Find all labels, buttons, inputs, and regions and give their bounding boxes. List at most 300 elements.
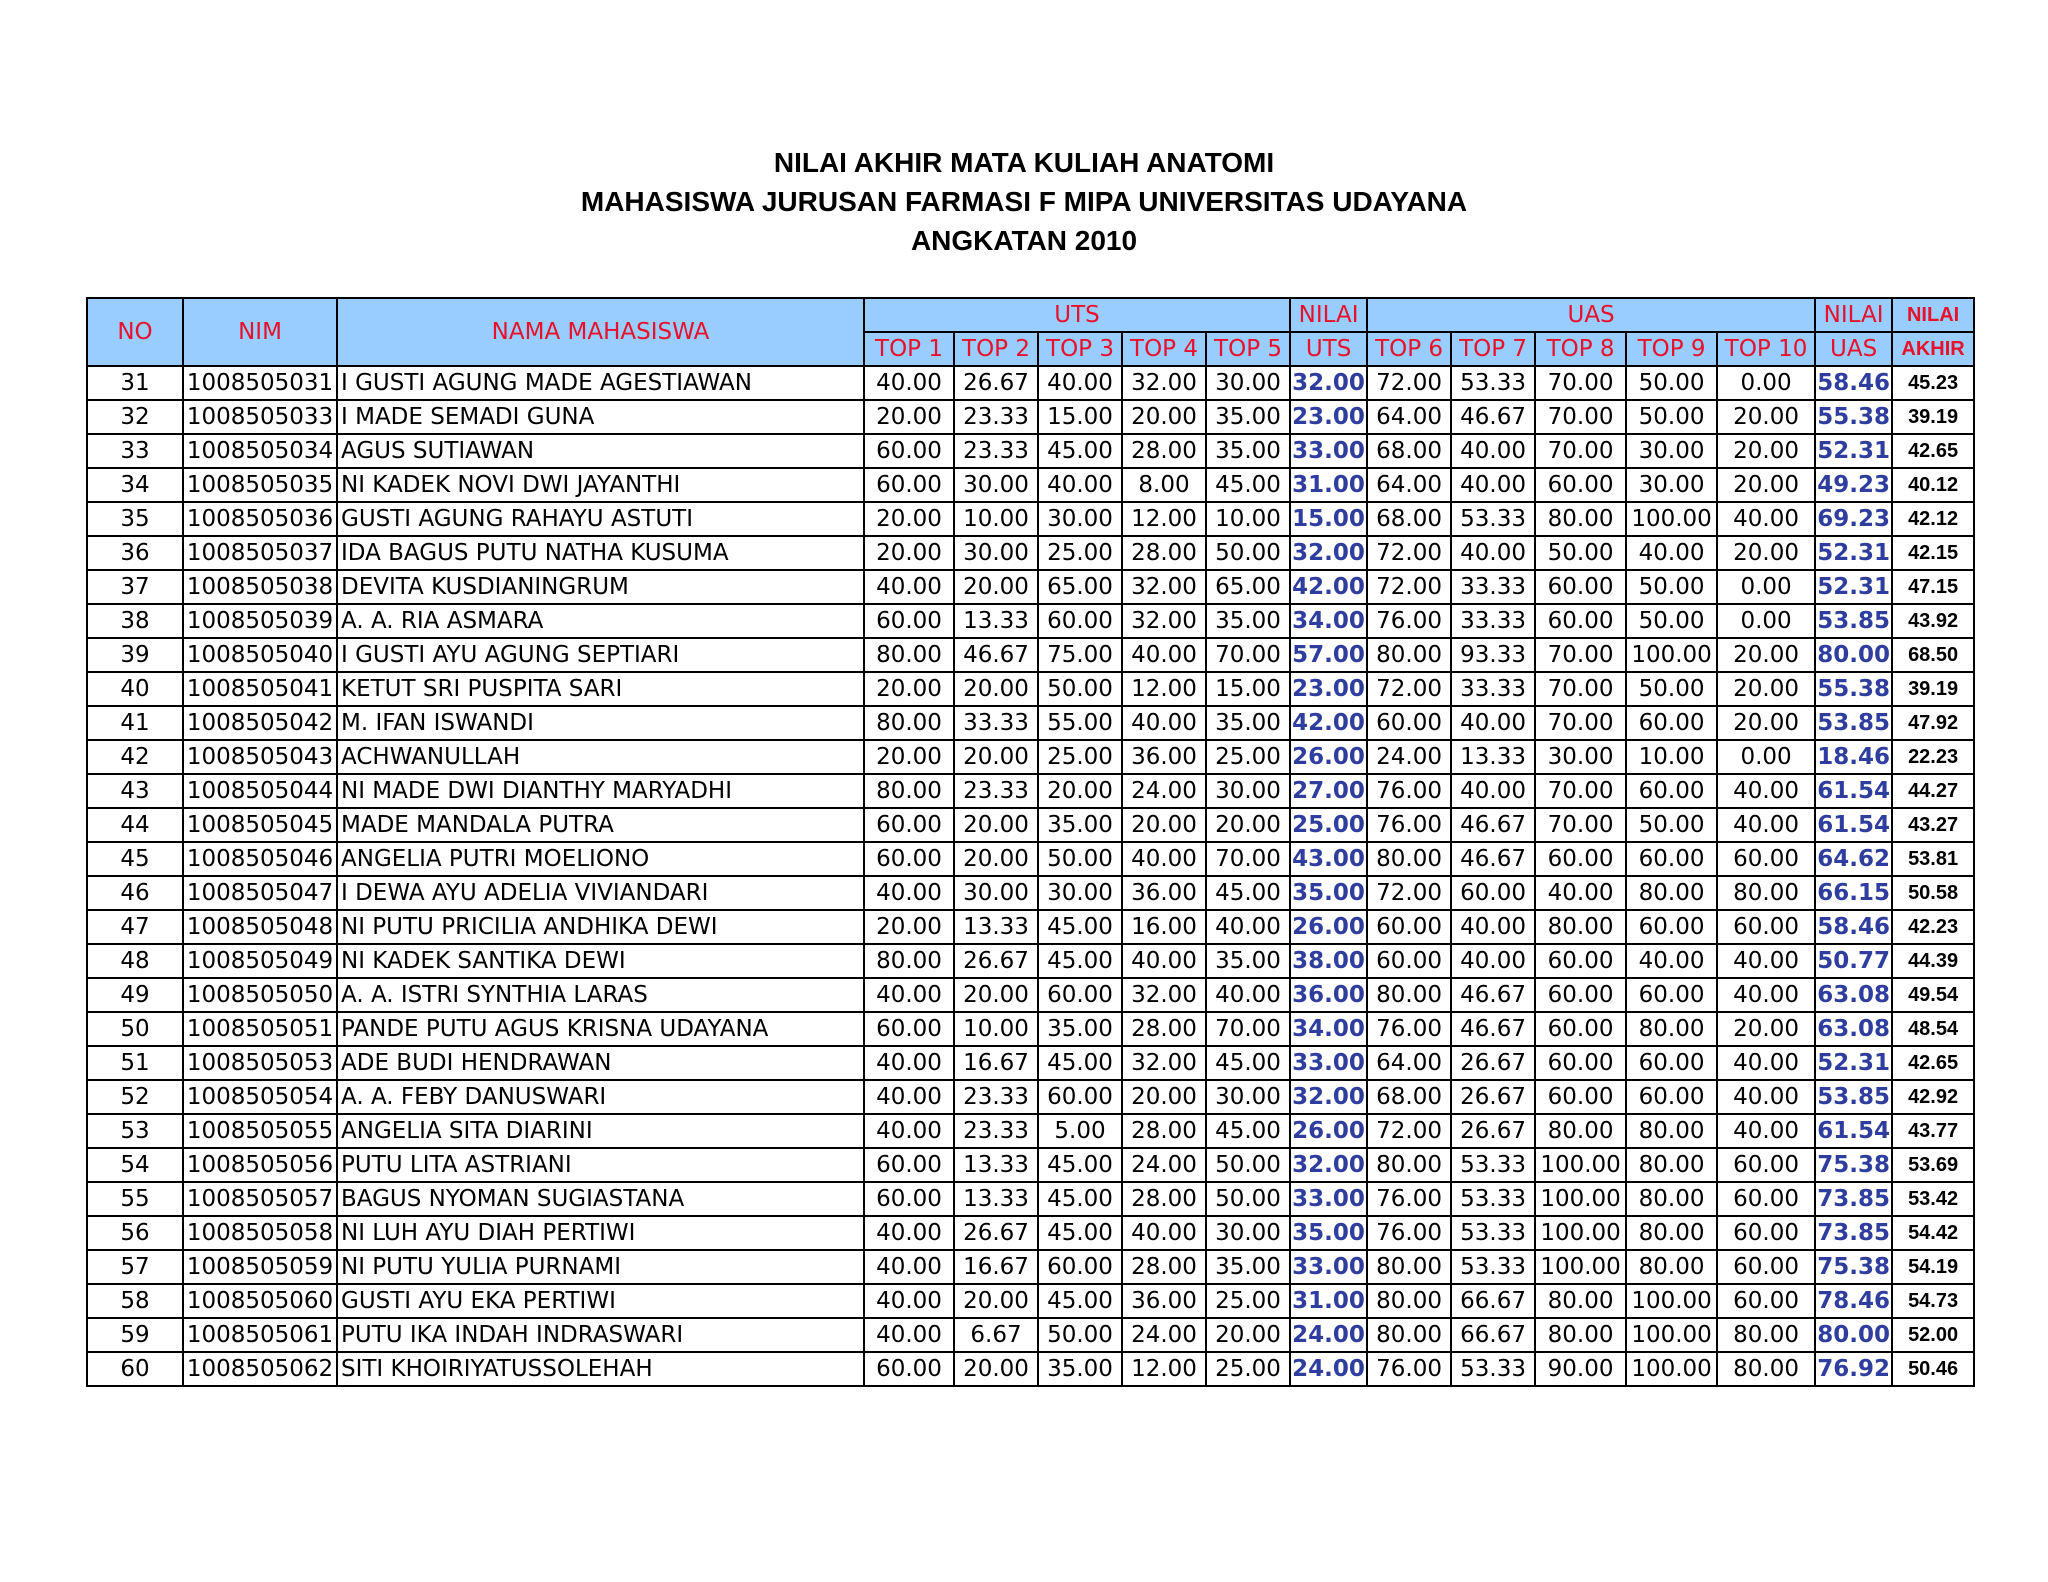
cell-top-1: 80.00 (864, 638, 954, 672)
cell-top-6: 72.00 (1367, 1114, 1451, 1148)
table-row (87, 1012, 1974, 1046)
cell-top-4: 12.00 (1122, 672, 1206, 706)
cell-top-3: 25.00 (1038, 740, 1122, 774)
cell-nilai-uas: 76.92 (1815, 1352, 1892, 1386)
header-nilai-akhir-top: NILAI (1892, 298, 1974, 332)
cell-nim: 1008505041 (183, 672, 337, 706)
cell-top-6: 76.00 (1367, 1216, 1451, 1250)
cell-top-2: 13.33 (954, 604, 1038, 638)
cell-nilai-uts: 34.00 (1290, 1012, 1367, 1046)
cell-top-5: 35.00 (1206, 706, 1290, 740)
cell-top-10: 20.00 (1717, 536, 1815, 570)
header-uts-group: UTS (864, 298, 1290, 332)
table-row (87, 502, 1974, 536)
cell-top-6: 76.00 (1367, 1012, 1451, 1046)
cell-top-1: 20.00 (864, 740, 954, 774)
cell-nim: 1008505040 (183, 638, 337, 672)
cell-nama: KETUT SRI PUSPITA SARI (337, 672, 864, 706)
header-nilai-uts-top: NILAI (1290, 298, 1367, 332)
cell-top-9: 60.00 (1626, 774, 1717, 808)
cell-top-3: 5.00 (1038, 1114, 1122, 1148)
cell-nim: 1008505047 (183, 876, 337, 910)
cell-top-6: 80.00 (1367, 638, 1451, 672)
cell-top-7: 40.00 (1451, 434, 1535, 468)
cell-top-10: 40.00 (1717, 1046, 1815, 1080)
cell-nilai-uts: 42.00 (1290, 570, 1367, 604)
title-line-course: NILAI AKHIR MATA KULIAH ANATOMI (773, 147, 1275, 178)
cell-top-1: 20.00 (864, 400, 954, 434)
cell-nilai-uts: 32.00 (1290, 1080, 1367, 1114)
cell-top-3: 45.00 (1038, 1148, 1122, 1182)
cell-no: 31 (87, 366, 183, 400)
cell-top-5: 10.00 (1206, 502, 1290, 536)
header-top-1: TOP 1 (864, 332, 954, 366)
cell-nilai-uas: 58.46 (1815, 366, 1892, 400)
header-nilai-uas-top: NILAI (1815, 298, 1892, 332)
cell-top-4: 32.00 (1122, 1046, 1206, 1080)
cell-top-5: 35.00 (1206, 604, 1290, 638)
cell-nama: AGUS SUTIAWAN (337, 434, 864, 468)
cell-top-8: 80.00 (1535, 1114, 1626, 1148)
cell-top-7: 53.33 (1451, 1182, 1535, 1216)
cell-no: 58 (87, 1284, 183, 1318)
cell-nilai-uas: 73.85 (1815, 1216, 1892, 1250)
cell-top-3: 15.00 (1038, 400, 1122, 434)
cell-top-1: 60.00 (864, 434, 954, 468)
cell-top-2: 20.00 (954, 672, 1038, 706)
cell-nama: I GUSTI AYU AGUNG SEPTIARI (337, 638, 864, 672)
header-top-4: TOP 4 (1122, 332, 1206, 366)
cell-top-3: 45.00 (1038, 944, 1122, 978)
cell-top-10: 60.00 (1717, 910, 1815, 944)
cell-top-5: 25.00 (1206, 1352, 1290, 1386)
cell-no: 44 (87, 808, 183, 842)
cell-top-8: 70.00 (1535, 774, 1626, 808)
cell-no: 48 (87, 944, 183, 978)
cell-top-5: 30.00 (1206, 774, 1290, 808)
cell-nilai-akhir: 47.92 (1892, 706, 1974, 740)
table-row (87, 672, 1974, 706)
cell-top-5: 45.00 (1206, 1114, 1290, 1148)
cell-top-7: 60.00 (1451, 876, 1535, 910)
cell-top-4: 24.00 (1122, 1148, 1206, 1182)
cell-top-7: 46.67 (1451, 978, 1535, 1012)
cell-top-6: 64.00 (1367, 1046, 1451, 1080)
cell-top-2: 26.67 (954, 366, 1038, 400)
cell-top-6: 68.00 (1367, 434, 1451, 468)
cell-nilai-akhir: 54.73 (1892, 1284, 1974, 1318)
cell-top-9: 80.00 (1626, 1216, 1717, 1250)
cell-top-6: 72.00 (1367, 672, 1451, 706)
header-top-2: TOP 2 (954, 332, 1038, 366)
cell-top-10: 40.00 (1717, 808, 1815, 842)
cell-top-10: 20.00 (1717, 638, 1815, 672)
cell-no: 33 (87, 434, 183, 468)
cell-top-4: 28.00 (1122, 1114, 1206, 1148)
cell-top-10: 0.00 (1717, 366, 1815, 400)
table-row (87, 1250, 1974, 1284)
cell-top-9: 50.00 (1626, 672, 1717, 706)
cell-nilai-uas: 63.08 (1815, 978, 1892, 1012)
cell-top-6: 60.00 (1367, 944, 1451, 978)
cell-top-6: 60.00 (1367, 910, 1451, 944)
cell-nilai-uts: 26.00 (1290, 740, 1367, 774)
cell-no: 59 (87, 1318, 183, 1352)
cell-top-4: 32.00 (1122, 570, 1206, 604)
cell-nama: ANGELIA PUTRI MOELIONO (337, 842, 864, 876)
cell-top-8: 80.00 (1535, 1318, 1626, 1352)
cell-top-1: 80.00 (864, 944, 954, 978)
cell-nilai-uas: 52.31 (1815, 434, 1892, 468)
cell-top-6: 68.00 (1367, 1080, 1451, 1114)
cell-top-7: 13.33 (1451, 740, 1535, 774)
cell-top-2: 20.00 (954, 1284, 1038, 1318)
cell-top-1: 40.00 (864, 876, 954, 910)
cell-top-7: 26.67 (1451, 1114, 1535, 1148)
cell-no: 51 (87, 1046, 183, 1080)
cell-top-6: 80.00 (1367, 1318, 1451, 1352)
cell-top-5: 45.00 (1206, 1046, 1290, 1080)
cell-top-2: 20.00 (954, 570, 1038, 604)
cell-top-4: 24.00 (1122, 774, 1206, 808)
cell-top-2: 30.00 (954, 468, 1038, 502)
cell-top-3: 45.00 (1038, 1182, 1122, 1216)
cell-top-10: 20.00 (1717, 400, 1815, 434)
cell-top-7: 40.00 (1451, 774, 1535, 808)
cell-top-8: 80.00 (1535, 502, 1626, 536)
cell-top-6: 80.00 (1367, 1284, 1451, 1318)
table-row (87, 1182, 1974, 1216)
cell-nama: A. A. RIA ASMARA (337, 604, 864, 638)
cell-nilai-uas: 80.00 (1815, 1318, 1892, 1352)
cell-top-7: 46.67 (1451, 1012, 1535, 1046)
cell-top-3: 60.00 (1038, 978, 1122, 1012)
cell-nilai-akhir: 52.00 (1892, 1318, 1974, 1352)
cell-nilai-uts: 32.00 (1290, 1148, 1367, 1182)
cell-nilai-uts: 33.00 (1290, 1250, 1367, 1284)
cell-nim: 1008505042 (183, 706, 337, 740)
cell-top-8: 70.00 (1535, 808, 1626, 842)
cell-nim: 1008505061 (183, 1318, 337, 1352)
cell-top-4: 32.00 (1122, 978, 1206, 1012)
cell-nama: SITI KHOIRIYATUSSOLEHAH (337, 1352, 864, 1386)
header-nilai-uts-sub: UTS (1290, 332, 1367, 366)
cell-top-3: 35.00 (1038, 808, 1122, 842)
cell-nama: GUSTI AGUNG RAHAYU ASTUTI (337, 502, 864, 536)
cell-nama: A. A. FEBY DANUSWARI (337, 1080, 864, 1114)
cell-top-4: 28.00 (1122, 1012, 1206, 1046)
cell-top-1: 20.00 (864, 910, 954, 944)
cell-nilai-uts: 32.00 (1290, 536, 1367, 570)
cell-top-10: 20.00 (1717, 706, 1815, 740)
cell-top-2: 33.33 (954, 706, 1038, 740)
cell-top-1: 20.00 (864, 536, 954, 570)
cell-top-4: 40.00 (1122, 1216, 1206, 1250)
cell-nilai-uas: 61.54 (1815, 1114, 1892, 1148)
cell-top-3: 45.00 (1038, 1046, 1122, 1080)
cell-top-6: 76.00 (1367, 774, 1451, 808)
cell-nim: 1008505031 (183, 366, 337, 400)
table-row (87, 1046, 1974, 1080)
cell-nama: M. IFAN ISWANDI (337, 706, 864, 740)
cell-nilai-uts: 27.00 (1290, 774, 1367, 808)
cell-nilai-akhir: 43.27 (1892, 808, 1974, 842)
header-uas-group: UAS (1367, 298, 1815, 332)
cell-nilai-akhir: 54.19 (1892, 1250, 1974, 1284)
cell-top-5: 20.00 (1206, 1318, 1290, 1352)
cell-top-9: 50.00 (1626, 604, 1717, 638)
cell-nama: MADE MANDALA PUTRA (337, 808, 864, 842)
cell-top-5: 70.00 (1206, 1012, 1290, 1046)
cell-no: 54 (87, 1148, 183, 1182)
cell-nama: NI MADE DWI DIANTHY MARYADHI (337, 774, 864, 808)
cell-top-10: 60.00 (1717, 1250, 1815, 1284)
cell-nilai-uts: 42.00 (1290, 706, 1367, 740)
cell-nilai-uts: 26.00 (1290, 1114, 1367, 1148)
cell-nilai-akhir: 68.50 (1892, 638, 1974, 672)
cell-top-2: 23.33 (954, 400, 1038, 434)
cell-top-5: 35.00 (1206, 1250, 1290, 1284)
cell-top-3: 30.00 (1038, 876, 1122, 910)
cell-top-4: 32.00 (1122, 604, 1206, 638)
cell-top-8: 60.00 (1535, 604, 1626, 638)
cell-nilai-uas: 78.46 (1815, 1284, 1892, 1318)
cell-nilai-uts: 35.00 (1290, 1216, 1367, 1250)
cell-top-10: 20.00 (1717, 672, 1815, 706)
cell-top-4: 12.00 (1122, 1352, 1206, 1386)
cell-top-7: 53.33 (1451, 502, 1535, 536)
cell-top-7: 40.00 (1451, 706, 1535, 740)
cell-top-5: 25.00 (1206, 740, 1290, 774)
title-line-department: MAHASISWA JURUSAN FARMASI F MIPA UNIVERSITAS UDAYANA (580, 186, 1468, 217)
cell-top-8: 60.00 (1535, 570, 1626, 604)
cell-top-3: 45.00 (1038, 434, 1122, 468)
cell-top-6: 80.00 (1367, 1148, 1451, 1182)
cell-top-9: 50.00 (1626, 366, 1717, 400)
cell-top-3: 50.00 (1038, 1318, 1122, 1352)
cell-nim: 1008505062 (183, 1352, 337, 1386)
cell-top-5: 45.00 (1206, 876, 1290, 910)
cell-nilai-uas: 53.85 (1815, 604, 1892, 638)
cell-nilai-akhir: 44.27 (1892, 774, 1974, 808)
cell-top-6: 80.00 (1367, 978, 1451, 1012)
cell-nilai-uts: 15.00 (1290, 502, 1367, 536)
cell-top-7: 53.33 (1451, 1216, 1535, 1250)
cell-top-3: 55.00 (1038, 706, 1122, 740)
table-row (87, 536, 1974, 570)
cell-top-6: 72.00 (1367, 570, 1451, 604)
cell-nim: 1008505051 (183, 1012, 337, 1046)
cell-top-6: 72.00 (1367, 536, 1451, 570)
cell-top-1: 40.00 (864, 366, 954, 400)
cell-top-6: 80.00 (1367, 842, 1451, 876)
cell-nilai-akhir: 42.92 (1892, 1080, 1974, 1114)
cell-top-9: 100.00 (1626, 1284, 1717, 1318)
cell-top-3: 75.00 (1038, 638, 1122, 672)
cell-top-3: 45.00 (1038, 910, 1122, 944)
cell-nim: 1008505036 (183, 502, 337, 536)
cell-top-8: 60.00 (1535, 978, 1626, 1012)
cell-top-9: 80.00 (1626, 1012, 1717, 1046)
cell-top-8: 70.00 (1535, 400, 1626, 434)
header-top-6: TOP 6 (1367, 332, 1451, 366)
cell-no: 55 (87, 1182, 183, 1216)
cell-nim: 1008505050 (183, 978, 337, 1012)
cell-top-3: 60.00 (1038, 1080, 1122, 1114)
cell-nilai-uts: 24.00 (1290, 1352, 1367, 1386)
cell-no: 36 (87, 536, 183, 570)
cell-no: 45 (87, 842, 183, 876)
cell-nilai-akhir: 47.15 (1892, 570, 1974, 604)
cell-top-2: 16.67 (954, 1046, 1038, 1080)
cell-nilai-akhir: 42.65 (1892, 1046, 1974, 1080)
cell-top-1: 60.00 (864, 1012, 954, 1046)
cell-nilai-uas: 63.08 (1815, 1012, 1892, 1046)
cell-top-1: 40.00 (864, 1080, 954, 1114)
cell-top-5: 70.00 (1206, 842, 1290, 876)
cell-top-1: 20.00 (864, 502, 954, 536)
cell-nilai-uas: 61.54 (1815, 774, 1892, 808)
cell-nilai-akhir: 53.69 (1892, 1148, 1974, 1182)
cell-top-10: 40.00 (1717, 978, 1815, 1012)
cell-top-10: 60.00 (1717, 1148, 1815, 1182)
cell-nilai-akhir: 42.15 (1892, 536, 1974, 570)
document-title (0, 143, 2048, 260)
header-top-10: TOP 10 (1717, 332, 1815, 366)
table-row (87, 774, 1974, 808)
cell-nilai-uas: 52.31 (1815, 536, 1892, 570)
cell-top-8: 60.00 (1535, 1080, 1626, 1114)
cell-nim: 1008505035 (183, 468, 337, 502)
cell-top-10: 80.00 (1717, 1352, 1815, 1386)
cell-top-8: 100.00 (1535, 1250, 1626, 1284)
cell-top-10: 0.00 (1717, 570, 1815, 604)
cell-no: 32 (87, 400, 183, 434)
cell-nilai-akhir: 43.92 (1892, 604, 1974, 638)
header-nilai-uas-sub: UAS (1815, 332, 1892, 366)
cell-top-9: 80.00 (1626, 876, 1717, 910)
cell-top-5: 30.00 (1206, 1216, 1290, 1250)
cell-top-8: 60.00 (1535, 1012, 1626, 1046)
cell-nilai-uas: 55.38 (1815, 672, 1892, 706)
cell-top-1: 40.00 (864, 1250, 954, 1284)
cell-top-8: 60.00 (1535, 468, 1626, 502)
cell-top-2: 23.33 (954, 774, 1038, 808)
cell-top-10: 60.00 (1717, 1216, 1815, 1250)
cell-nim: 1008505048 (183, 910, 337, 944)
cell-nilai-uts: 25.00 (1290, 808, 1367, 842)
cell-nim: 1008505058 (183, 1216, 337, 1250)
cell-top-1: 80.00 (864, 706, 954, 740)
grades-table (86, 297, 1975, 1387)
cell-top-10: 40.00 (1717, 502, 1815, 536)
cell-nama: PUTU LITA ASTRIANI (337, 1148, 864, 1182)
cell-nilai-akhir: 53.81 (1892, 842, 1974, 876)
cell-top-8: 90.00 (1535, 1352, 1626, 1386)
cell-top-2: 20.00 (954, 808, 1038, 842)
cell-top-9: 50.00 (1626, 808, 1717, 842)
cell-top-1: 60.00 (864, 1148, 954, 1182)
cell-top-3: 35.00 (1038, 1012, 1122, 1046)
cell-top-6: 80.00 (1367, 1250, 1451, 1284)
cell-top-7: 53.33 (1451, 1250, 1535, 1284)
cell-top-3: 25.00 (1038, 536, 1122, 570)
table-row (87, 638, 1974, 672)
cell-nilai-akhir: 48.54 (1892, 1012, 1974, 1046)
cell-top-2: 26.67 (954, 944, 1038, 978)
cell-top-5: 50.00 (1206, 1148, 1290, 1182)
cell-top-3: 45.00 (1038, 1284, 1122, 1318)
cell-no: 49 (87, 978, 183, 1012)
cell-nama: GUSTI AYU EKA PERTIWI (337, 1284, 864, 1318)
cell-top-10: 60.00 (1717, 1182, 1815, 1216)
cell-nama: PUTU IKA INDAH INDRASWARI (337, 1318, 864, 1352)
cell-nim: 1008505054 (183, 1080, 337, 1114)
table-body (87, 366, 1974, 1386)
cell-nim: 1008505053 (183, 1046, 337, 1080)
table-row (87, 400, 1974, 434)
cell-nilai-uts: 26.00 (1290, 910, 1367, 944)
cell-nilai-akhir: 50.58 (1892, 876, 1974, 910)
cell-top-6: 24.00 (1367, 740, 1451, 774)
cell-top-1: 40.00 (864, 1216, 954, 1250)
cell-top-4: 28.00 (1122, 536, 1206, 570)
cell-top-2: 30.00 (954, 536, 1038, 570)
cell-top-1: 60.00 (864, 1352, 954, 1386)
cell-top-2: 13.33 (954, 1148, 1038, 1182)
cell-top-1: 80.00 (864, 774, 954, 808)
cell-top-10: 80.00 (1717, 1318, 1815, 1352)
cell-top-9: 60.00 (1626, 706, 1717, 740)
cell-top-5: 50.00 (1206, 1182, 1290, 1216)
cell-nilai-uas: 80.00 (1815, 638, 1892, 672)
cell-nim: 1008505055 (183, 1114, 337, 1148)
cell-nama: BAGUS NYOMAN SUGIASTANA (337, 1182, 864, 1216)
cell-nilai-uas: 58.46 (1815, 910, 1892, 944)
cell-top-4: 36.00 (1122, 1284, 1206, 1318)
cell-nim: 1008505060 (183, 1284, 337, 1318)
header-top-3: TOP 3 (1038, 332, 1122, 366)
cell-top-7: 33.33 (1451, 604, 1535, 638)
cell-top-1: 60.00 (864, 1182, 954, 1216)
cell-no: 60 (87, 1352, 183, 1386)
cell-top-8: 70.00 (1535, 672, 1626, 706)
cell-top-8: 70.00 (1535, 366, 1626, 400)
cell-top-3: 60.00 (1038, 1250, 1122, 1284)
cell-top-8: 100.00 (1535, 1148, 1626, 1182)
cell-nama: NI KADEK SANTIKA DEWI (337, 944, 864, 978)
cell-top-7: 40.00 (1451, 944, 1535, 978)
cell-top-9: 80.00 (1626, 1182, 1717, 1216)
cell-nim: 1008505057 (183, 1182, 337, 1216)
cell-top-1: 40.00 (864, 1318, 954, 1352)
cell-top-4: 28.00 (1122, 434, 1206, 468)
cell-nilai-uts: 31.00 (1290, 468, 1367, 502)
cell-nilai-akhir: 54.42 (1892, 1216, 1974, 1250)
cell-no: 37 (87, 570, 183, 604)
cell-top-7: 40.00 (1451, 536, 1535, 570)
cell-top-7: 66.67 (1451, 1284, 1535, 1318)
table-row (87, 740, 1974, 774)
cell-nim: 1008505037 (183, 536, 337, 570)
cell-top-5: 35.00 (1206, 400, 1290, 434)
cell-nilai-akhir: 22.23 (1892, 740, 1974, 774)
cell-top-6: 60.00 (1367, 706, 1451, 740)
cell-top-9: 80.00 (1626, 1250, 1717, 1284)
header-nama: NAMA MAHASISWA (337, 298, 864, 366)
table-row (87, 570, 1974, 604)
cell-no: 50 (87, 1012, 183, 1046)
